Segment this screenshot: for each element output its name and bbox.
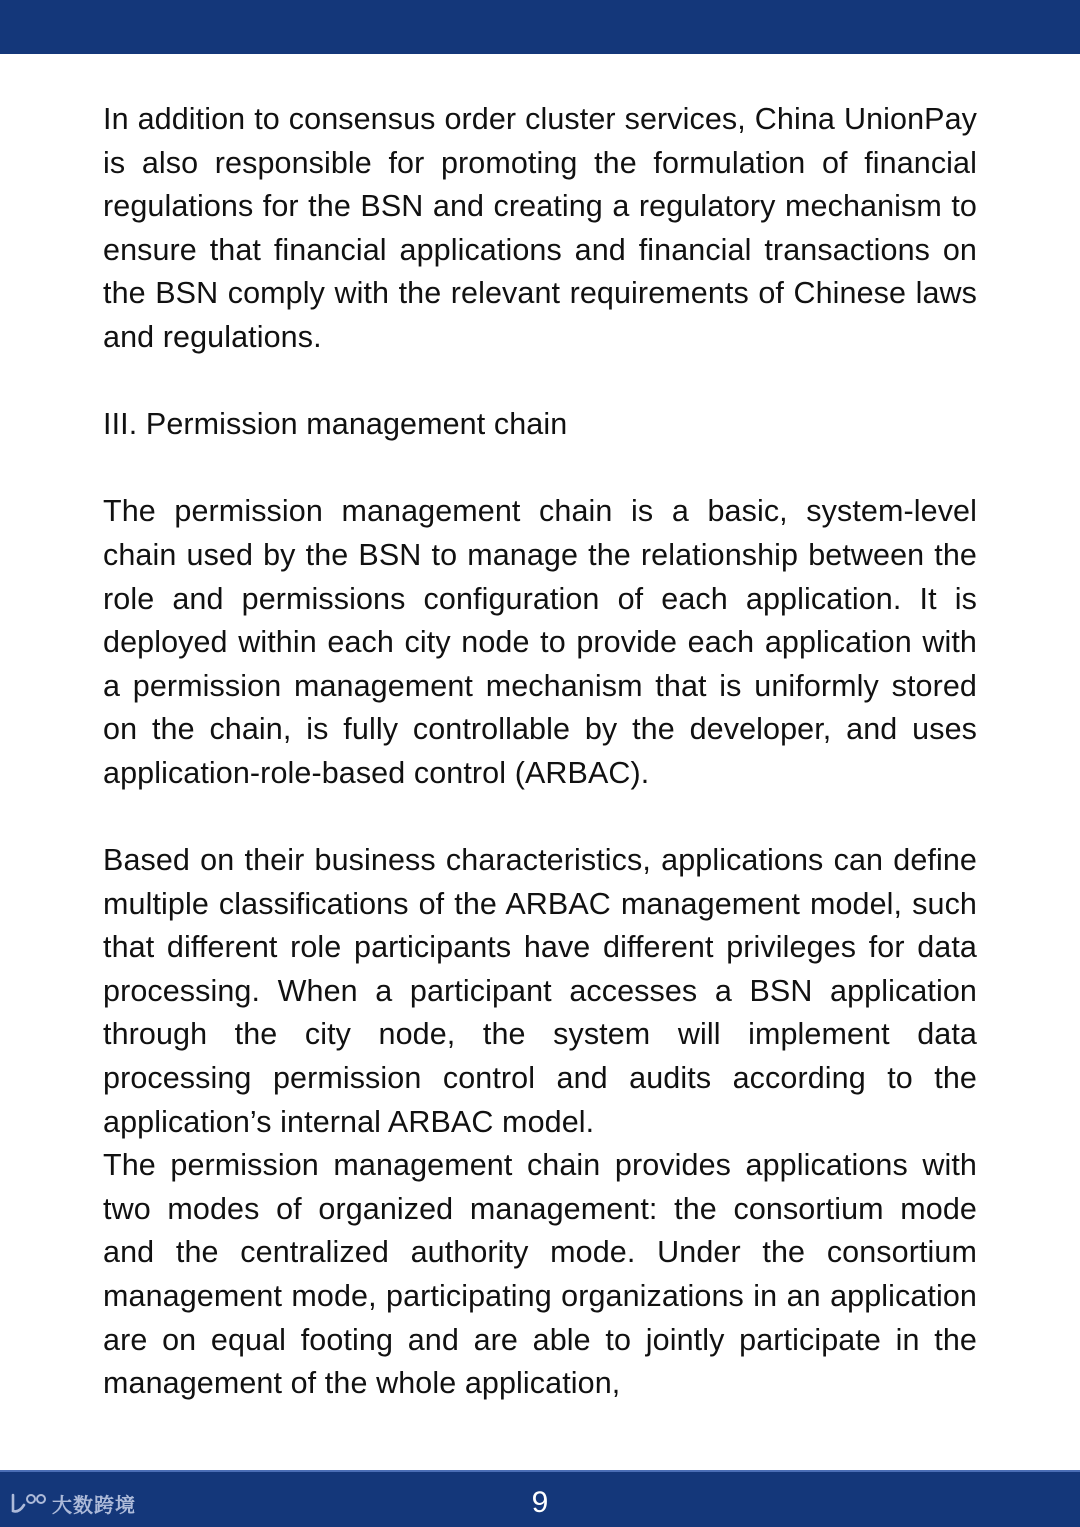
- logo-text: 大数跨境: [52, 1492, 136, 1517]
- footer-bar: [0, 1470, 1080, 1527]
- paragraph-permission-chain: The permission management chain is a basic, system-level chain used by the BSN to manage the relationship between the role and permissions configuration of each application. It is deployed within each city node to provide each application with a permission management mechanism that is uniformly stored on the chain, is fully controllable by the developer, and uses application-role-based control (ARBAC).: [103, 494, 977, 790]
- section-heading: III. Permission management chain: [103, 407, 568, 442]
- page-number: 9: [531, 1486, 549, 1519]
- document-body: [103, 98, 977, 1406]
- paragraph-unionpay: In addition to consensus order cluster services, China UnionPay is also responsible for promoting the formulation of financial regulations for the BSN and creating a regulatory mechanism to ensure that financial applications and financial transactions on the BSN comply with the relevant requirements of Chinese laws and regulations.: [103, 102, 977, 354]
- paragraph-management-modes: The permission management chain provides applications with two modes of organized management: the consortium mode and the centralized authority mode. Under the consortium management mode, participating organizations in an application are on equal footing and are able to jointly participate in the management of the whole application,: [103, 1148, 977, 1401]
- paragraph-arbac-model: Based on their business characteristics, applications can define multiple classifications of the ARBAC management model, such that different role participants have different privileges for data processing. When a participant accesses a BSN application through the city node, the system will implement data processing permission control and audits according to the application’s internal ARBAC model.: [103, 843, 977, 1139]
- header-bar: [0, 0, 1080, 54]
